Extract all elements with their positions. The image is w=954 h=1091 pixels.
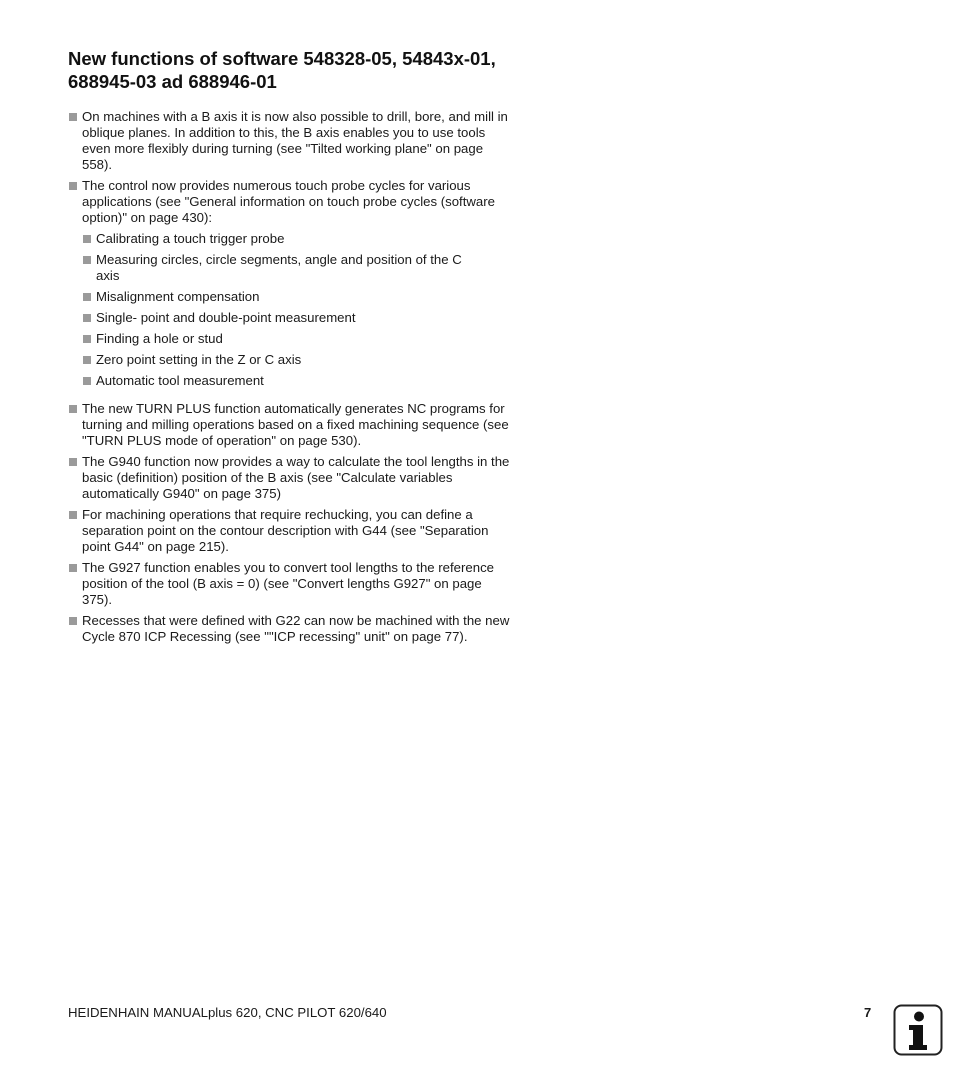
list-item: [68, 454, 513, 502]
list-item: [68, 178, 513, 389]
page-title: [68, 47, 548, 93]
sub-list-item: Measuring circles, circle segments, angle and position of the C axis: [82, 252, 486, 284]
list-item-text: For machining operations that require rechucking, you can define a separation point on the contour description with G44 (see "Separation point G44" on page 215).: [82, 507, 489, 554]
feature-list: [68, 109, 513, 650]
sub-list-item: Zero point setting in the Z or C axis: [82, 352, 513, 368]
info-icon: [893, 1004, 943, 1056]
list-item-text: On machines with a B axis it is now also possible to drill, bore, and mill in oblique planes. In addition to this, the B axis enables you to use tools even more flexibly during turning (see "Tilted working plane" on page 558).: [82, 109, 508, 172]
sub-list-item: Single- point and double-point measurement: [82, 310, 513, 326]
footer-product-name: HEIDENHAIN MANUALplus 620, CNC PILOT 620/640: [68, 1005, 387, 1020]
sub-list-item: Calibrating a touch trigger probe: [82, 231, 513, 247]
list-item: [68, 613, 513, 645]
page-title-line1: New functions of software 548328-05, 54843x-01,: [68, 48, 496, 69]
list-item: [68, 507, 513, 555]
page-title-line2: 688945-03 ad 688946-01: [68, 71, 277, 92]
sub-list-item: Automatic tool measurement: [82, 373, 513, 389]
sub-list-item: Finding a hole or stud: [82, 331, 513, 347]
list-item-text: The new TURN PLUS function automatically generates NC programs for turning and milling operations based on a fixed machining sequence (see "TURN PLUS mode of operation" on page 530).: [82, 401, 509, 448]
list-item-text: The G927 function enables you to convert tool lengths to the reference position of the tool (B axis = 0) (see "Convert lengths G927" on page 375).: [82, 560, 495, 607]
list-item: [68, 560, 513, 608]
list-item-text: The control now provides numerous touch probe cycles for various applications (see "General information on touch probe cycles (software option)" on page 430):: [82, 178, 495, 225]
list-item-text: The G940 function now provides a way to calculate the tool lengths in the basic (definition) position of the B axis (see "Calculate variables automatically G940" on page 375): [82, 454, 510, 501]
sub-list: [82, 231, 513, 389]
sub-list-item: Misalignment compensation: [82, 289, 513, 305]
list-item-text: Recesses that were defined with G22 can now be machined with the new Cycle 870 ICP Recessing (see ""ICP recessing" unit" on page 77).: [82, 613, 510, 644]
page-number: 7: [864, 1005, 872, 1020]
list-item: [68, 401, 513, 449]
list-item: [68, 109, 513, 173]
